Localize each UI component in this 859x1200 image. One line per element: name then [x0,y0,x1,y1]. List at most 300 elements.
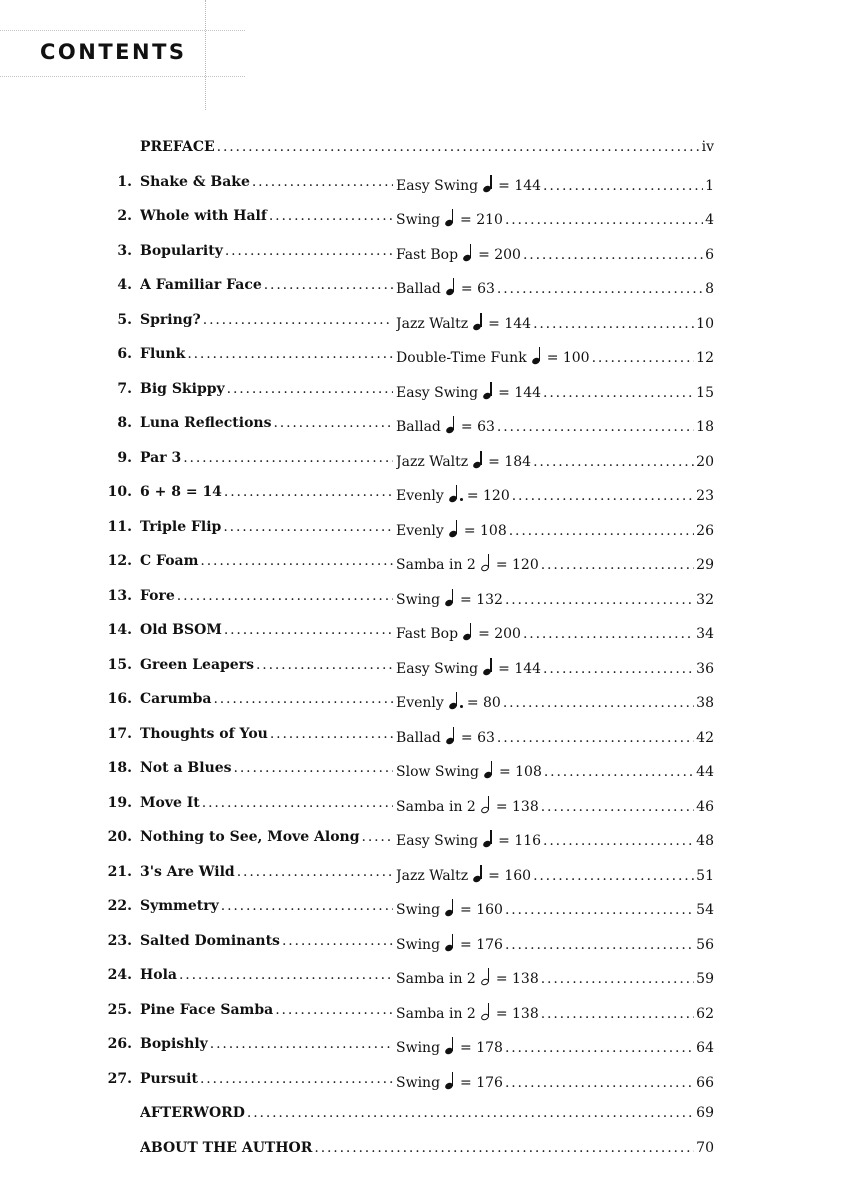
entry-title: Shake & Bake [140,173,250,190]
entry-title: Bopularity [140,242,223,259]
entry-tempo-cell [396,1036,714,1056]
dot-leader [533,316,694,332]
entry-page-number: 46 [696,798,714,815]
entry-style: Swing [396,1074,441,1091]
entry-number: 7. [117,380,132,397]
entry-page-number: 4 [705,212,714,228]
entry-tempo: = 138 [495,798,539,815]
entry-page-number: 36 [696,660,714,677]
dot-leader [210,1036,393,1052]
entry-tempo: = 144 [498,384,542,401]
entry-style: Evenly [396,488,444,504]
entry-title: Carumba [140,691,212,707]
note-dot [460,705,463,708]
toc-entry[interactable] [0,1029,859,1064]
entry-number: 22. [107,898,132,914]
entry-tempo-cell [396,1002,714,1022]
entry-tempo: = 108 [463,522,507,539]
toc-entry[interactable] [0,891,859,926]
entry-tempo-cell [396,208,714,228]
quarter-note-icon [463,624,475,640]
entry-style: Easy Swing [396,660,479,677]
entry-title: 3's Are Wild [140,863,235,880]
note-stem [488,1003,489,1017]
toc-entry[interactable] [0,684,859,719]
entry-tempo-cell [396,381,714,401]
dot-leader [252,174,393,190]
entry-tempo-cell [396,588,714,608]
entry-tempo-cell [396,967,714,987]
entry-title-cell [140,1140,714,1156]
entry-title: ABOUT THE AUTHOR [140,1139,313,1156]
dot-leader [234,760,393,776]
quarter-note-icon [463,245,475,261]
entry-number: 1. [117,173,132,190]
note-stem [453,727,454,741]
dot-leader [592,350,695,366]
entry-tempo-cell [396,829,714,849]
dot-leader [523,626,694,642]
entry-tempo-cell [396,519,714,539]
entry-title: C Foam [140,553,199,569]
entry-title: Fore [140,587,175,604]
toc-entry[interactable] [0,650,859,685]
entry-title-cell [140,1071,393,1087]
dot-leader [183,450,393,466]
entry-number: 23. [107,932,132,949]
entry-number: 3. [117,242,132,259]
entry-title-cell [140,726,393,742]
entry-page-number: 32 [696,591,714,608]
dot-leader [543,178,703,194]
entry-number: 20. [107,829,132,845]
toc-entry[interactable] [0,443,859,478]
dot-leader [497,730,694,746]
note-stem [452,934,453,948]
note-stem [490,830,491,844]
table-of-contents [0,132,859,1167]
entry-style: Samba in 2 [396,798,476,815]
toc-entry[interactable] [0,615,859,650]
entry-tempo-cell [396,450,714,470]
entry-tempo: = 160 [460,902,503,918]
entry-page-number: 69 [696,1105,714,1121]
entry-title: Thoughts of You [140,725,268,742]
dot-leader [273,415,393,431]
entry-tempo: = 116 [498,833,542,849]
entry-title-cell [140,139,714,155]
quarter-note-icon [483,383,495,399]
entry-number: 26. [107,1036,132,1052]
entry-page-number: 51 [696,867,714,884]
entry-title-cell [140,346,393,362]
entry-number: 8. [117,415,132,431]
entry-style: Ballad [396,729,441,746]
note-stem [539,347,540,361]
entry-tempo-cell [396,243,714,263]
note-stem [456,520,457,534]
entry-tempo: = 138 [495,971,539,987]
crop-mark-bottom [0,76,245,77]
entry-title: Not a Blues [140,760,232,776]
entry-tempo-cell [396,346,714,366]
half-note-icon [481,555,493,571]
toc-entry[interactable] [0,926,859,961]
quarter-note-icon [445,1038,457,1054]
toc-entry[interactable] [0,270,859,305]
entry-title: Pursuit [140,1070,198,1087]
dot-leader [177,588,393,604]
dot-leader [224,484,393,500]
entry-style: Slow Swing [396,764,479,780]
entry-page-number: 18 [696,419,714,435]
dot-leader [505,212,703,228]
entry-style: Easy Swing [396,384,479,401]
toc-entry[interactable] [0,477,859,512]
quarter-note-icon [446,728,458,744]
entry-number: 14. [107,622,132,638]
quarter-note-icon [532,348,544,364]
dot-leader [264,277,393,293]
entry-page-number: 38 [696,695,714,711]
entry-title-cell [140,622,393,638]
entry-tempo-cell [396,657,714,677]
entry-tempo-cell [396,484,714,504]
toc-entry[interactable] [0,960,859,995]
entry-tempo: = 176 [460,936,503,953]
entry-title: Par 3 [140,449,182,466]
entry-page-number: 42 [696,729,714,746]
quarter-note-icon [483,659,495,675]
entry-page-number: 48 [696,833,714,849]
entry-style: Double-Time Funk [396,350,527,366]
entry-tempo-cell [396,898,714,918]
entry-style: Samba in 2 [396,971,476,987]
toc-entry[interactable] [0,1064,859,1099]
entry-title-cell [140,933,393,949]
dot-leader [505,1075,694,1091]
toc-entry[interactable] [0,581,859,616]
entry-tempo: = 120 [466,488,510,504]
quarter-note-icon [446,417,458,433]
entry-title-cell [140,657,393,673]
entry-style: Evenly [396,522,444,539]
entry-title: Luna Reflections [140,415,272,431]
toc-entry[interactable] [0,339,859,374]
entry-title: 6 + 8 = 14 [140,484,222,500]
entry-tempo-cell [396,864,714,884]
entry-page-number: 26 [696,522,714,539]
entry-title-cell [140,967,393,983]
note-stem [490,175,491,189]
entry-style: Jazz Waltz [396,867,469,884]
entry-tempo: = 144 [488,315,532,332]
entry-title: Salted Dominants [140,932,280,949]
entry-title-cell [140,381,393,397]
entry-style: Fast Bop [396,246,459,263]
entry-title: Move It [140,794,200,811]
note-stem [456,692,457,706]
note-stem [490,382,491,396]
quarter-note-icon [449,521,461,537]
entry-title-cell [140,588,393,604]
entry-page-number: 70 [696,1139,714,1156]
dot-leader [533,868,694,884]
entry-tempo-cell [396,933,714,953]
toc-entry[interactable] [0,822,859,857]
toc-entry[interactable] [0,512,859,547]
entry-title-cell [140,795,393,811]
entry-tempo-cell [396,174,714,194]
entry-style: Samba in 2 [396,1005,476,1022]
entry-page-number: 56 [696,936,714,953]
entry-page-number: 59 [696,971,714,987]
entry-page-number: 12 [696,350,714,366]
dot-leader [543,385,694,401]
dot-leader [203,312,393,328]
quarter-note-icon [473,452,485,468]
entry-page-number: 29 [696,557,714,573]
note-stem [456,485,457,499]
toc-entry[interactable] [0,857,859,892]
entry-title: A Familiar Face [140,277,262,293]
dot-leader [541,557,694,573]
entry-style: Fast Bop [396,626,459,642]
note-stem [488,968,489,982]
note-stem [453,416,454,430]
entry-tempo: = 160 [488,867,532,884]
entry-number: 27. [107,1070,132,1087]
entry-number: 11. [107,518,132,535]
note-stem [453,278,454,292]
entry-tempo: = 144 [498,177,542,194]
note-stem [491,761,492,775]
dot-leader [179,967,393,983]
entry-style: Evenly [396,695,444,711]
entry-title: Green Leapers [140,656,254,673]
dot-leader [282,933,393,949]
note-dot [460,498,463,501]
entry-tempo: = 210 [460,212,503,228]
dot-leader [227,381,393,397]
quarter-note-icon [445,900,457,916]
toc-entry[interactable] [0,305,859,340]
quarter-note-icon [445,935,457,951]
entry-tempo: = 176 [460,1074,503,1091]
entry-title-cell [140,1002,393,1018]
entry-title: Old BSOM [140,622,222,638]
entry-tempo-cell [396,760,714,780]
entry-number: 21. [107,863,132,880]
dot-leader [505,902,694,918]
entry-page-number: 23 [696,488,714,504]
entry-style: Ballad [396,419,441,435]
toc-entry[interactable] [0,719,859,754]
entry-style: Swing [396,591,441,608]
entry-title: Big Skippy [140,380,225,397]
entry-tempo-cell [396,415,714,435]
entry-tempo-cell [396,553,714,573]
toc-entry[interactable] [0,167,859,202]
entry-number: 25. [107,1001,132,1018]
dot-leader [247,1105,694,1121]
crop-mark-top [0,30,245,31]
entry-tempo: = 63 [460,281,495,297]
toc-entry[interactable] [0,1133,859,1168]
entry-style: Swing [396,936,441,953]
dot-leader [256,657,393,673]
note-stem [452,1072,453,1086]
entry-tempo: = 200 [478,246,521,263]
entry-title-cell [140,553,393,569]
dotted-quarter-note-icon [449,486,464,502]
entry-title-cell [140,829,393,845]
dot-leader [544,764,694,780]
entry-title-cell [140,519,393,535]
entry-number: 17. [107,725,132,742]
toc-entry[interactable] [0,546,859,581]
toc-entry[interactable] [0,753,859,788]
entry-page-number: 34 [696,626,714,642]
entry-number: 19. [107,794,132,811]
toc-entry[interactable] [0,374,859,409]
entry-style: Easy Swing [396,177,479,194]
entry-title: Hola [140,967,177,983]
entry-title-cell [140,760,393,776]
entry-number: 6. [117,346,132,362]
entry-page-number: 62 [696,1005,714,1022]
quarter-note-icon [484,762,496,778]
entry-tempo-cell [396,691,714,711]
entry-tempo: = 100 [546,350,590,366]
dot-leader [213,691,393,707]
dot-leader [543,833,694,849]
note-stem [452,1037,453,1051]
entry-style: Swing [396,902,441,918]
entry-tempo: = 63 [460,729,495,746]
entry-number: 10. [107,484,132,500]
crop-mark-vertical [205,0,206,110]
page-title: CONTENTS [40,40,187,64]
half-note-icon [481,969,493,985]
toc-entry[interactable] [0,201,859,236]
entry-title: Bopishly [140,1036,208,1052]
entry-title-cell [140,312,393,328]
note-stem [480,865,481,879]
dot-leader [187,346,393,362]
half-note-icon [481,797,493,813]
half-note-icon [481,1004,493,1020]
dot-leader [225,243,393,259]
entry-title: Symmetry [140,898,219,914]
dot-leader [237,864,393,880]
toc-entry[interactable] [0,1098,859,1133]
entry-title: Triple Flip [140,518,222,535]
entry-tempo: = 63 [460,419,495,435]
toc-entry[interactable] [0,132,859,167]
dot-leader [275,1002,393,1018]
dotted-quarter-note-icon [449,693,464,709]
note-stem [470,244,471,258]
dot-leader [505,937,694,953]
entry-title-cell [140,484,393,500]
entry-style: Jazz Waltz [396,453,469,470]
note-stem [452,589,453,603]
entry-tempo: = 120 [495,557,539,573]
toc-entry[interactable] [0,236,859,271]
entry-style: Ballad [396,281,441,297]
entry-title: Nothing to See, Move Along [140,829,360,845]
entry-title-cell [140,898,393,914]
quarter-note-icon [473,866,485,882]
entry-page-number: 66 [696,1074,714,1091]
quarter-note-icon [473,314,485,330]
dot-leader [541,971,694,987]
quarter-note-icon [445,210,457,226]
entry-tempo-cell [396,1071,714,1091]
dot-leader [497,419,694,435]
note-stem [488,554,489,568]
dot-leader [543,661,694,677]
entry-style: Swing [396,212,441,228]
toc-entry[interactable] [0,995,859,1030]
dot-leader [512,488,694,504]
entry-tempo: = 184 [488,453,532,470]
entry-title-cell [140,450,393,466]
entry-title-cell [140,864,393,880]
note-stem [480,313,481,327]
entry-page-number: 54 [696,902,714,918]
entry-page-number: 15 [696,384,714,401]
dot-leader [202,795,393,811]
entry-tempo-cell [396,277,714,297]
entry-page-number: 20 [696,453,714,470]
entry-page-number: 6 [705,246,714,263]
note-stem [470,623,471,637]
entry-number: 24. [107,967,132,983]
entry-tempo: = 80 [466,695,501,711]
dot-leader [523,247,703,263]
entry-title-cell [140,208,393,224]
dot-leader [224,622,393,638]
entry-title-cell [140,1105,714,1121]
entry-tempo-cell [396,726,714,746]
toc-entry[interactable] [0,788,859,823]
entry-title-cell [140,415,393,431]
entry-number: 4. [117,277,132,293]
entry-number: 9. [117,449,132,466]
quarter-note-icon [445,1073,457,1089]
entry-page-number: 1 [705,177,714,194]
toc-entry[interactable] [0,408,859,443]
note-stem [452,209,453,223]
note-stem [490,658,491,672]
entry-tempo-cell [396,312,714,332]
note-stem [480,451,481,465]
dot-leader [362,829,393,845]
entry-tempo: = 132 [460,591,503,608]
entry-tempo-cell [396,795,714,815]
entry-number: 15. [107,656,132,673]
quarter-note-icon [446,279,458,295]
entry-tempo-cell [396,622,714,642]
entry-tempo: = 178 [460,1040,503,1056]
dot-leader [541,799,694,815]
entry-tempo: = 138 [495,1005,539,1022]
entry-number: 16. [107,691,132,707]
dot-leader [497,281,703,297]
dot-leader [200,553,393,569]
